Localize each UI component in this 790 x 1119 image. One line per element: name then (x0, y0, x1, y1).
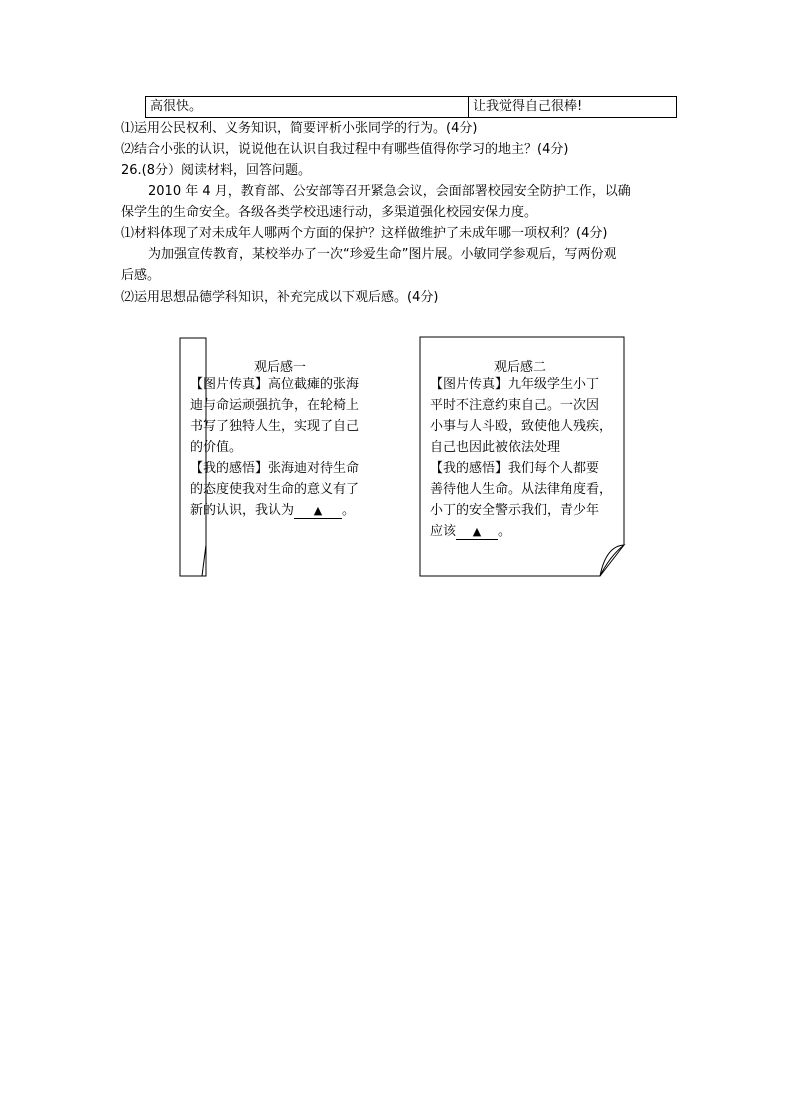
card2-line-5: 【我的感悟】我们每个人都要 (430, 461, 600, 476)
material-paragraph-2-line-1: 为加强宣传教育，某校举办了一次“珍爱生命”图片展。小敏同学参观后，写两份观 (148, 247, 617, 262)
card1-line-3: 书写了独特人生，实现了自己 (190, 419, 360, 434)
card1-line-1: 【图片传真】高位截瘫的张海 (190, 377, 360, 392)
table-cell-left: 高很快。 (146, 97, 469, 117)
card2-line-8-suffix: 。 (498, 524, 512, 539)
table-cell-right: 让我觉得自己很棒! (473, 99, 583, 114)
card2-line-7: 小丁的安全警示我们，青少年 (430, 503, 600, 518)
card1-line-7-prefix: 新的认识，我认为 (190, 503, 295, 518)
question-26-heading: 26.(8分）阅读材料，回答问题。 (121, 163, 312, 178)
card2-line-3: 小事与人斗殴，致使他人残疾， (430, 419, 613, 434)
question-25-2: ⑵结合小张的认识，说说他在认识自我过程中有哪些值得你学习的地主？(4分) (121, 142, 569, 157)
card2-line-8-prefix: 应该 (430, 524, 457, 539)
card2-title: 观后感二 (494, 360, 547, 375)
card2-line-2: 平时不注意约束自己。一次因 (430, 398, 600, 413)
card2-line-8 (430, 521, 511, 542)
card1-line-4: 的价值。 (190, 440, 243, 455)
card1-line-2: 迪与命运顽强抗争，在轮椅上 (190, 398, 360, 413)
material-paragraph-1-line-1: 2010 年 4 月，教育部、公安部等召开紧急会议，会面部署校园安全防护工作，以确 (148, 184, 631, 199)
card2-answer-blank: ▲ (456, 525, 498, 540)
question-26-1: ⑴材料体现了对未成年人哪两个方面的保护？这样做维护了未成年哪一项权利？(4分) (121, 226, 608, 241)
card1-scroll-curl (202, 545, 206, 576)
question-25-1: ⑴运用公民权利、义务知识，简要评析小张同学的行为。(4分) (121, 121, 478, 136)
card1-line-7 (190, 500, 355, 521)
card2-line-6: 善待他人生命。从法律角度看， (430, 482, 613, 497)
card1-title: 观后感一 (254, 360, 307, 375)
card1-line-6: 的态度使我对生命的意义有了 (190, 482, 360, 497)
material-paragraph-2-line-2: 后感。 (121, 268, 161, 283)
question-26-2: ⑵运用思想品德学科知识，补充完成以下观后感。(4分) (121, 290, 439, 305)
card2-line-4: 自己也因此被依法处理 (430, 440, 561, 455)
card1-answer-blank: ▲ (294, 504, 342, 519)
card1-line-7-suffix: 。 (342, 503, 356, 518)
material-paragraph-1-line-2: 保学生的生命安全。各级各类学校迅速行动，多渠道强化校园安保力度。 (121, 205, 538, 220)
card1-line-5: 【我的感悟】张海迪对待生命 (190, 461, 360, 476)
card2-line-1: 【图片传真】九年级学生小丁 (430, 377, 600, 392)
